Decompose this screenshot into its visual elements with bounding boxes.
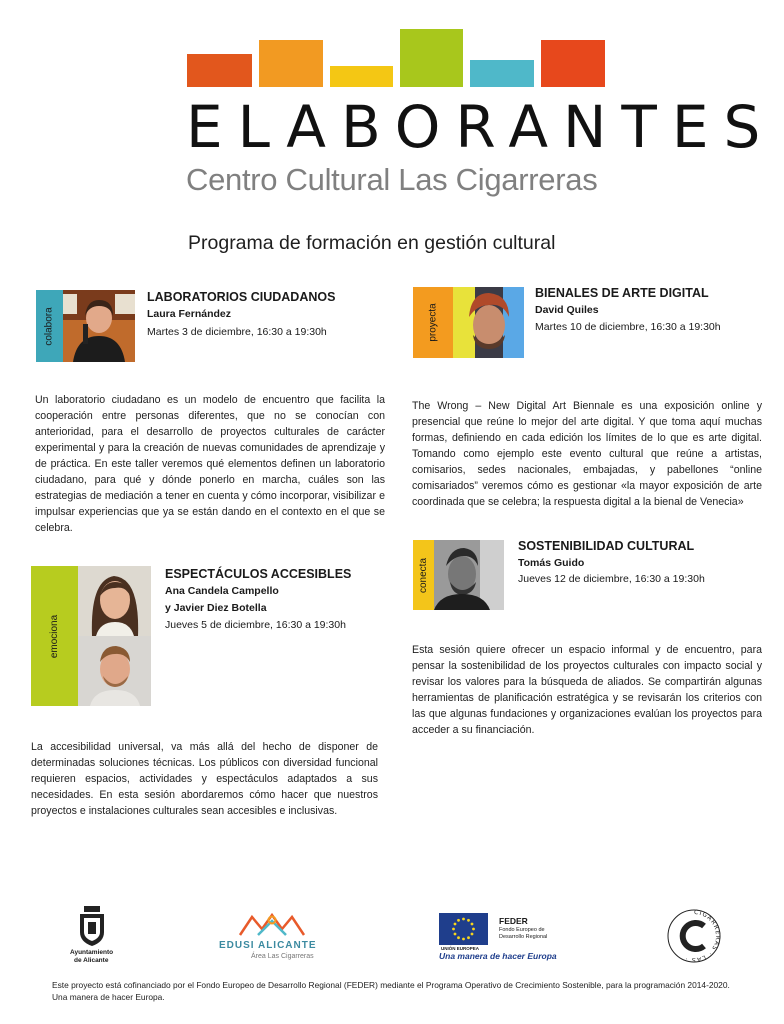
logo-bar-6	[541, 40, 605, 87]
session-date: Martes 3 de diciembre, 16:30 a 19:30h	[147, 326, 327, 338]
speaker-photo-javier	[78, 636, 151, 706]
cigarreras-c-icon	[666, 908, 722, 964]
speaker-photo-laura	[63, 290, 135, 362]
tag-conecta: conecta	[413, 540, 434, 610]
edusi-subtitle: Área Las Cigarreras	[251, 953, 314, 960]
brand-title: ELABORANTES	[186, 93, 776, 161]
speaker-photo-ana	[78, 566, 151, 636]
program-title: Programa de formación en gestión cultural	[188, 232, 556, 254]
session-date: Jueves 12 de diciembre, 16:30 a 19:30h	[518, 573, 705, 585]
tag-proyecta: proyecta	[413, 287, 453, 358]
coat-of-arms-icon	[78, 906, 106, 946]
ayto-line2: de Alicante	[74, 957, 109, 964]
session-title: LABORATORIOS CIUDADANOS	[147, 290, 336, 304]
session-description: La accesibilidad universal, va más allá del hecho de disponer de determinadas soluciones técnicas. Los públicos con diversidad funcional requieren espacios, actividades y espectáculos adaptados a sus necesidades. En esta sesión abordaremos cómo hacer que nuestros proyectos e instalaciones culturales sean accesibles e inclusivas.	[31, 741, 378, 817]
edusi-title: EDUSI ALICANTE	[219, 940, 317, 951]
svg-text:CIGARRERAS · LAS ·: CIGARRERAS · LAS ·	[683, 908, 722, 964]
speaker-photo-tomas	[434, 540, 504, 610]
logo-bar-5	[470, 60, 534, 87]
speaker-photo-david	[453, 287, 524, 358]
session-date: Martes 10 de diciembre, 16:30 a 19:30h	[535, 321, 721, 333]
feder-title: FEDER	[499, 916, 528, 926]
session-title: BIENALES DE ARTE DIGITAL	[535, 286, 709, 300]
eu-flag-icon	[439, 913, 488, 945]
brand-subtitle: Centro Cultural Las Cigarreras	[186, 162, 598, 197]
ue-label: UNIÓN EUROPEA	[441, 946, 480, 951]
logo-bar-4	[400, 29, 463, 87]
logo-bar-2	[259, 40, 323, 87]
session-description: The Wrong – New Digital Art Biennale es una exposición online y presencial que reúne lo mejor del arte digital. Y que toma aquí muchas formas, definiendo en cada edición los límites de lo que es arte digital. Tomando como ejemplo este evento cultural que reúne a artistas, comisarios, sedes nacionales, embajadas, y pabellones “online comisariados” veremos cómo es gestionar «la mayor exposición de arte coordinada que se celebra; la respuesta digital a la bienal de Venecia»	[412, 400, 762, 508]
logo-bar-1	[187, 54, 252, 87]
speaker-name: Laura Fernández	[147, 308, 232, 320]
eu-motto: Una manera de hacer Europa	[439, 951, 557, 961]
session-title: ESPECTÁCULOS ACCESIBLES	[165, 567, 352, 581]
tag-colabora: colabora	[36, 290, 63, 362]
ayto-line1: Ayuntamiento	[70, 949, 114, 956]
feder-sub1: Fondo Europeo de	[499, 927, 545, 933]
edusi-mountains-icon	[238, 911, 306, 937]
speaker-name: David Quiles	[535, 304, 599, 316]
session-title: SOSTENIBILIDAD CULTURAL	[518, 539, 695, 553]
funding-note: Este proyecto está cofinanciado por el Fondo Europeo de Desarrollo Regional (FEDER) mediante el Programa Operativo de Crecimiento Sostenible, para la programación 2014-2020. Una manera de hacer Europa.	[52, 980, 730, 1002]
speaker-name: Ana Candela Campello	[165, 585, 279, 597]
tag-emociona: emociona	[31, 566, 78, 706]
feder-sub2: Desarrollo Regional	[499, 934, 548, 940]
session-description: Esta sesión quiere ofrecer un espacio informal y de encuentro, para pensar la sostenibilidad de los proyectos culturales con impacto social y revisar los valores para la búsqueda de aliados. Se compartirán algunas herramientas de planificación estratégica y se revisarán los criterios con las que algunas fundaciones y organizaciones evalúan los proyectos para acceder a su financiación.	[412, 644, 762, 736]
speaker-name: y Javier Diez Botella	[165, 602, 267, 614]
session-date: Jueves 5 de diciembre, 16:30 a 19:30h	[165, 619, 346, 631]
logo-bar-3	[330, 66, 393, 87]
session-description: Un laboratorio ciudadano es un modelo de encuentro que facilita la cooperación entre personas diferentes, que no se conocían con anterioridad, para el desarrollo de proyectos culturales de carácter experimental y para la creación de nuevas comunidades de aprendizaje y de práctica. En este taller veremos qué elementos definen un laboratorio ciudadano, para qué y dónde ponerlo en marcha, cuáles son las estrategias de mediación a tener en cuenta y cómo incorporar, visibilizar e impulsar experiencias que ya se están dando en el contexto en el que se celebra.	[35, 394, 385, 534]
speaker-name: Tomás Guido	[518, 557, 585, 569]
